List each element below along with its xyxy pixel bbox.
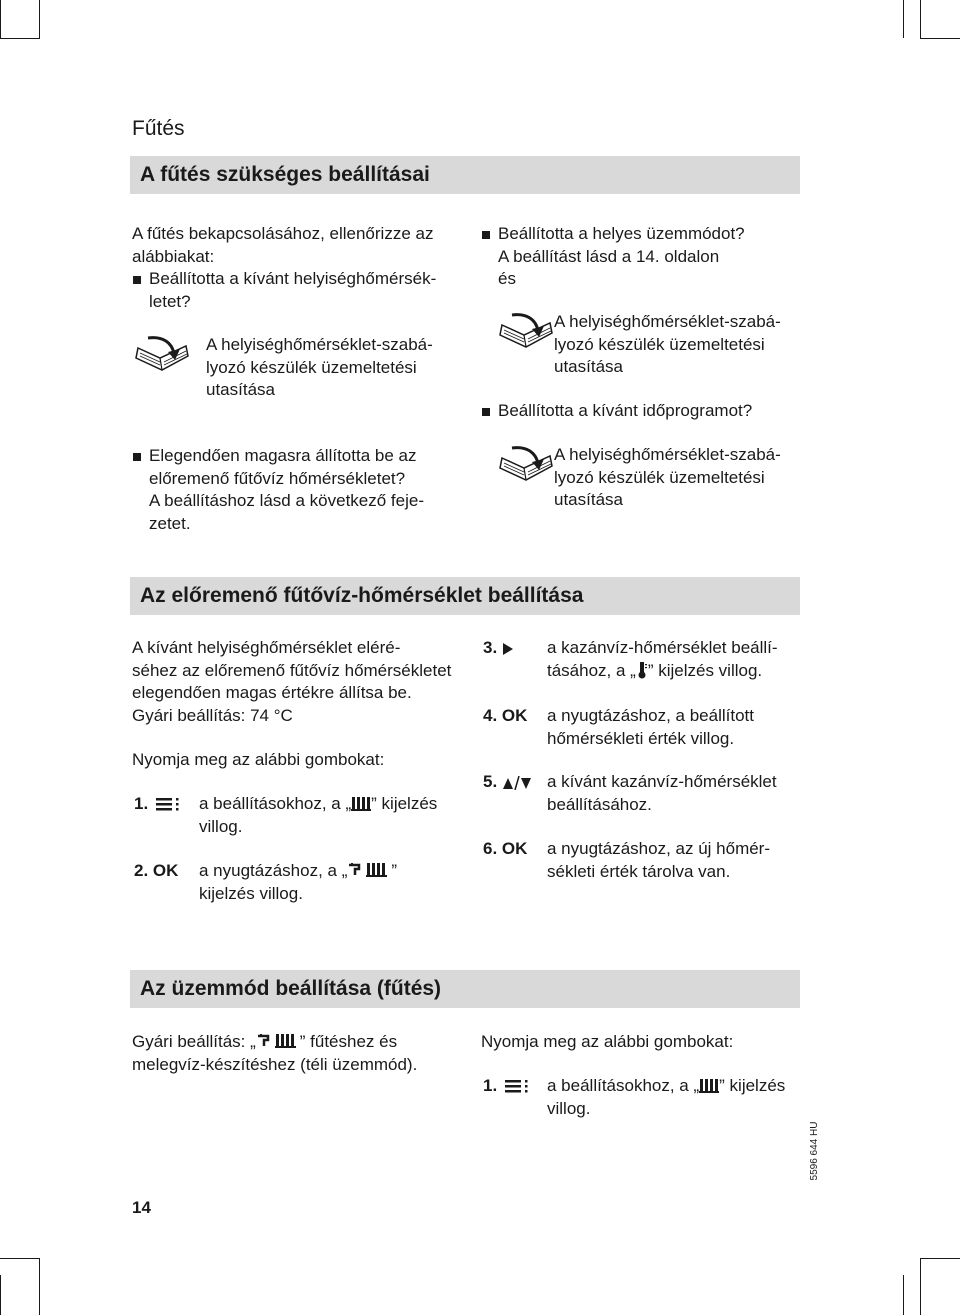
- step-number: 1.: [134, 793, 181, 816]
- intro-text: A fűtés bekapcsolásához, ellenőrizze az alábbiakat:: [132, 224, 434, 266]
- bullet-square-icon: [133, 276, 141, 284]
- step-number: 3.: [483, 637, 514, 660]
- step-number: 5.: [483, 771, 532, 794]
- bullet-square-icon: [482, 408, 490, 416]
- book-reference-icon: [496, 311, 558, 351]
- crop-mark: [0, 1258, 40, 1259]
- crop-mark: [39, 0, 40, 39]
- press-instruction: Nyomja meg az alábbi gombokat:: [481, 1032, 734, 1051]
- crop-mark: [920, 1258, 921, 1315]
- tap-radiator-icon: [256, 1032, 300, 1050]
- s1-left-column: [132, 223, 462, 313]
- crop-mark: [903, 0, 904, 38]
- book-reference-icon: [132, 334, 194, 374]
- crop-mark: [920, 38, 960, 39]
- step-number: 1.: [483, 1075, 530, 1098]
- radiator-icon: [351, 796, 371, 812]
- bullet-item: Beállította a kívánt helyiséghőmérsék- letet?: [132, 268, 462, 313]
- bullet-item: Beállította a kívánt időprogramot?: [481, 400, 801, 423]
- s1-right-bullet-2: [481, 400, 801, 423]
- s3-left-text: Gyári beállítás: „ ” fűtéshez és melegvíz-készítéshez (téli üzemmód).: [132, 1032, 418, 1074]
- crop-mark: [920, 0, 921, 39]
- section-header: Fűtés: [132, 117, 185, 140]
- crop-mark: [920, 1258, 960, 1259]
- bullet-item: Elegendően magasra állította be az előremenő fűtővíz hőmérsékletet? A beállításhoz lásd a következő feje- zetet.: [132, 445, 462, 535]
- section-heading: A fűtés szükséges beállításai: [130, 156, 800, 194]
- step-number: 2. OK: [134, 861, 179, 880]
- bullet-square-icon: [133, 453, 141, 461]
- page-number: 14: [132, 1198, 151, 1217]
- menu-icon: [504, 1078, 530, 1094]
- bullet-item: Beállította a helyes üzemmódot? A beállítást lásd a 14. oldalon és: [481, 223, 801, 291]
- crop-mark: [39, 1258, 40, 1315]
- s1-left-column-2: [132, 445, 462, 535]
- tap-radiator-icon: [347, 861, 391, 879]
- step-number: 6. OK: [483, 839, 528, 858]
- arrow-right-icon: [502, 642, 514, 656]
- step-number: 4. OK: [483, 706, 528, 725]
- reference-text: A helyiséghőmérséklet-szabá- lyozó készülék üzemeltetési utasítása: [206, 335, 433, 399]
- reference-text: A helyiséghőmérséklet-szabá- lyozó készülék üzemeltetési utasítása: [554, 445, 781, 509]
- bullet-square-icon: [482, 231, 490, 239]
- crop-mark: [0, 1275, 1, 1315]
- document-id: 5596 644 HU: [809, 1121, 820, 1181]
- thermometer-icon: [636, 661, 648, 679]
- section-heading: Az üzemmód beállítása (fűtés): [130, 970, 800, 1008]
- menu-icon: [155, 796, 181, 812]
- book-reference-icon: [496, 444, 558, 484]
- s1-right-column: [481, 223, 801, 291]
- up-down-arrows-icon: [502, 776, 532, 790]
- reference-text: A helyiséghőmérséklet-szabá- lyozó készülék üzemeltetési utasítása: [554, 312, 781, 376]
- s2-intro: A kívánt helyiséghőmérséklet eléré- séhez az előremenő fűtővíz hőmérsékletet elegendően magas értékre állítsa be. Gyári beállítás: 74 °C: [132, 638, 452, 725]
- press-instruction: Nyomja meg az alábbi gombokat:: [132, 750, 385, 769]
- crop-mark: [0, 38, 40, 39]
- section-heading: Az előremenő fűtővíz-hőmérséklet beállítása: [130, 577, 800, 615]
- crop-mark: [903, 1275, 904, 1315]
- crop-mark: [0, 0, 1, 38]
- radiator-icon: [699, 1078, 719, 1094]
